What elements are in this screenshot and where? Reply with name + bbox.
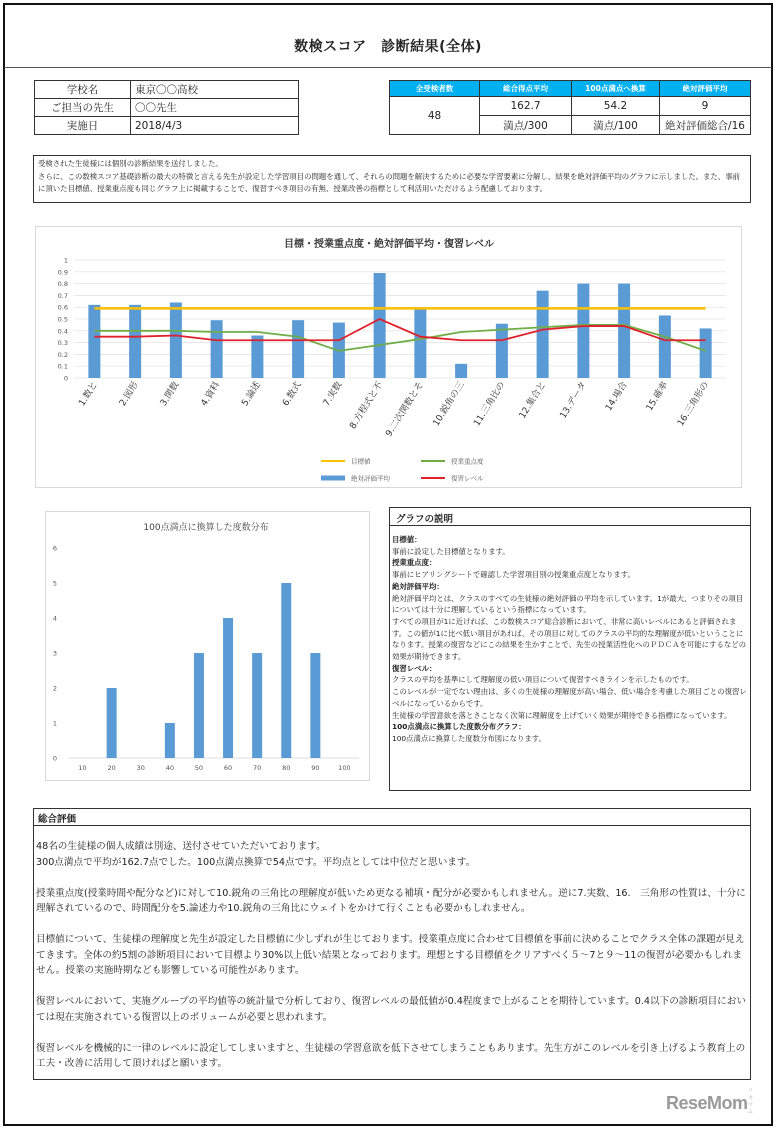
bar-absolute-average: [374, 273, 386, 378]
x-tick-label: 16.三角形の: [676, 380, 712, 429]
x-tick-label: 13.データ: [558, 380, 589, 421]
x-tick-label: 90: [311, 764, 320, 772]
x-tick-label: 10: [78, 764, 87, 772]
legend-label: 授業重点度: [451, 457, 484, 466]
x-tick-label: 50: [194, 764, 204, 772]
distribution-bar: [194, 653, 204, 758]
logo-subtext: リセマム: [748, 1088, 753, 1115]
notes-line: さらに、この数検スコア基礎診断の最大の特徴と言える先生が設定した学習項目の問題を通して、それらの問題を解決するために必要な学習要素に分解し、結果を絶対評価平均のグラフに示しました。また、事前に頂いた目標値、授業重点度も同じグラフ上に掲載することで、復習すべき項目の有無、授業改善の指標として利活用いただけるよう配慮しております。: [38, 171, 740, 193]
distribution-bar: [165, 723, 175, 758]
chart-title: 目標・授業重点度・絶対評価平均・復習レベル: [284, 239, 494, 250]
bar-absolute-average: [455, 364, 467, 378]
table-row: [35, 117, 299, 135]
x-tick-label: 5.論述: [240, 380, 263, 409]
explanation-text: 事前に設定した目標値となります。: [392, 546, 510, 556]
notes-line: 受検された生徒様には個別の診断結果を送付しました。: [38, 159, 223, 168]
bar-absolute-average: [537, 291, 549, 378]
explanation-text: 100点満点に換算した度数分布図になります。: [392, 733, 546, 743]
school-info-table: [34, 80, 299, 135]
explanation-text: このレベルが一定でない理由は、多くの生徒様の理解度が高い場合、低い場合を考慮した項目ごとの復習レベルになっているからです。: [392, 687, 747, 708]
y-tick-label: 0.7: [57, 291, 68, 300]
distribution-bar: [223, 618, 233, 758]
x-tick-label: 4.資料: [199, 380, 223, 409]
score-table: [389, 80, 751, 135]
legend-label: 絶対評価平均: [351, 474, 390, 483]
bar-absolute-average: [700, 328, 712, 378]
explanation-term: 100点満点に換算した度数分布グラフ：: [392, 722, 526, 732]
y-tick-label: 0.1: [57, 362, 68, 371]
distribution-bar: [107, 688, 117, 758]
x-tick-label: 2.図形: [118, 380, 141, 409]
summary-paragraph: 48名の生徒様の個人成績は別途、送付させていただいております。 300点満点で平均が162.7点でした。100点満点換算で54点です。平均点としては中位だと思います。: [36, 841, 476, 868]
x-tick-label: 60: [223, 764, 233, 772]
x-tick-label: 30: [136, 764, 145, 772]
y-tick-label: 0.2: [57, 350, 68, 359]
summary-paragraph: 目標値について、生徒様の理解度と先生が設定した目標値に少しずれが生じております。授業重点度に合わせて目標値を事前に決めることでクラス全体の課題が見えてきます。全体の約5割の診断項目において目標より30%以上低い結果となっております。理想とする目標値をクリアすべく５～7と９～11の復習が必要かもしれません。授業の実施時期なども影響している可能性があります。: [36, 934, 745, 976]
y-tick-label: 0.3: [57, 339, 68, 348]
y-tick-label: 0.4: [57, 327, 68, 336]
bar-absolute-average: [129, 305, 141, 378]
explanation-text: 生徒様の学習意欲を落とさことなく次第に理解度を上げていく効果が期待できる指標になっています。: [392, 710, 732, 720]
bar-absolute-average: [88, 305, 100, 378]
explanation-text: 事前にヒアリングシートで確認した学習項目別の授業重点度となります。: [392, 570, 635, 580]
resemom-logo: [666, 1088, 753, 1115]
x-tick-label: 9.二次関数とそ: [384, 380, 426, 439]
distribution-chart: [46, 512, 371, 782]
page-title: 数検スコア 診断結果(全体): [294, 39, 482, 55]
y-tick-label: 0.9: [57, 268, 68, 277]
notes-box: [33, 155, 751, 203]
info-value: 2018/4/3: [131, 117, 299, 135]
y-tick-label: 3: [52, 649, 58, 658]
x-tick-label: 11.三角比の: [472, 380, 508, 429]
examinee-count: 48: [390, 97, 480, 135]
score-header: 全受検者数: [390, 81, 480, 97]
info-label: 実施日: [35, 117, 131, 135]
x-tick-label: 15.確率: [644, 380, 671, 414]
info-value: 東京〇〇高校: [131, 81, 299, 99]
table-row: [390, 97, 751, 116]
logo-text: ReseMom: [666, 1093, 748, 1113]
x-tick-label: 100: [338, 764, 351, 772]
explanation-heading: グラフの説明: [390, 508, 750, 526]
y-tick-label: 0.5: [57, 315, 68, 324]
explanation-text: クラスの平均を基準にして理解度の低い項目について復習すべきラインを示したものです。: [392, 675, 694, 685]
info-value: 〇〇先生: [131, 99, 299, 117]
explanation-text: すべての項目が1に近ければ、この数検スコア総合診断において、非常に高いレベルにあると評価されます。この値が1に比べ低い項目があれば、その項目に対してのクラスの平均的な理解度が低いということになります。授業の復習などにこの結果を生かすことで、先生の授業活性化へのＰＤＣＡを可能にするなどの効果が期待できます。: [392, 616, 747, 662]
legend-label: 復習レベル: [451, 474, 484, 483]
x-tick-label: 12.集合と: [517, 380, 549, 421]
x-tick-label: 10.鋭角の三: [431, 380, 467, 429]
explanation-text: 絶対評価平均とは、クラスのすべての生徒様の絶対評価の平均を示しています。1が最大、つまりその項目については十分に理解しているという指標になっています。: [392, 593, 744, 615]
x-tick-label: 6.数式: [281, 380, 304, 409]
y-tick-label: 4: [52, 614, 58, 623]
table-row: [35, 81, 299, 99]
title-divider: [4, 67, 772, 68]
y-tick-label: 0.8: [57, 280, 68, 289]
score-header: 総合得点平均: [480, 81, 572, 97]
average-score: 162.7: [480, 97, 572, 116]
bar-absolute-average: [414, 307, 426, 378]
bar-absolute-average: [577, 284, 589, 378]
explanation-term: 復習レベル：: [392, 663, 437, 673]
x-tick-label: 7.実数: [321, 380, 345, 409]
chart-title: 100点満点に換算した度数分布: [143, 523, 269, 533]
bar-absolute-average: [170, 302, 182, 378]
x-tick-label: 14.場合: [604, 380, 630, 414]
summary-heading: 総合評価: [34, 809, 750, 826]
x-tick-label: 1.数と: [77, 380, 100, 409]
bar-absolute-average: [618, 284, 630, 378]
x-tick-label: 3.関数: [158, 380, 182, 409]
explanation-term: 絶対評価平均：: [392, 581, 444, 591]
explanation-term: 授業重点度：: [392, 558, 437, 568]
summary-paragraph: 復習レベルを機械的に一律のレベルに設定してしまいますと、生徒様の学習意欲を低下させてしまうこともあります。先生方がこのレベルを引き上げるよう教育上の工夫・改善に活用して頂ければと願います。: [36, 1042, 746, 1069]
table-row: [35, 99, 299, 117]
absolute-full: 絶対評価総合/16: [660, 116, 751, 135]
info-label: ご担当の先生: [35, 99, 131, 117]
summary-paragraph: 復習レベルにおいて、実施グループの平均値等の統計量で分析しており、復習レベルの最低値が0.4程度まで上がることを期待しています。0.4以下の診断項目においては現在実施されている復習以上のボリュームが必要と思われます。: [36, 996, 746, 1023]
y-tick-label: 1: [52, 719, 58, 728]
graph-explanation-box: [389, 507, 751, 791]
absolute-score: 9: [660, 97, 751, 116]
bar-absolute-average: [496, 324, 508, 378]
y-tick-label: 0.6: [57, 303, 68, 312]
converted-full: 満点/100: [572, 116, 660, 135]
x-tick-label: 80: [282, 764, 291, 772]
distribution-bar: [281, 583, 291, 758]
bar-absolute-average: [251, 336, 263, 378]
item-chart: [36, 227, 743, 489]
summary-body: [34, 826, 750, 1072]
distribution-chart-panel: [45, 511, 370, 781]
bar-absolute-average: [292, 320, 304, 378]
y-tick-label: 6: [52, 544, 58, 553]
legend-swatch: [321, 476, 345, 481]
score-header: 100点満点へ換算: [572, 81, 660, 97]
y-tick-label: 0: [63, 374, 68, 383]
explanation-body: [390, 526, 750, 745]
summary-box: [33, 808, 751, 1080]
x-tick-label: 8.方程式と不: [348, 380, 386, 432]
y-tick-label: 5: [52, 579, 58, 588]
y-tick-label: 0: [52, 754, 58, 763]
item-chart-panel: [35, 226, 742, 488]
score-header: 絶対評価平均: [660, 81, 751, 97]
distribution-bar: [252, 653, 262, 758]
x-tick-label: 20: [107, 764, 116, 772]
table-header-row: [390, 81, 751, 97]
summary-paragraph: 授業重点度(授業時間や配分など)に対して10.鋭角の三角比の理解度が低いため更なる補填・配分が必要かもしれません。逆に7.実数、16. 三角形の性質は、十分に理解されているので、時間配分を5.論述力や10.鋭角の三角比にウェイトをかけて行くことも必要かもしれません。: [36, 887, 746, 914]
converted-score: 54.2: [572, 97, 660, 116]
line-review-level: [94, 319, 705, 340]
y-tick-label: 1: [63, 256, 68, 265]
average-full: 満点/300: [480, 116, 572, 135]
explanation-term: 目標値：: [392, 535, 422, 544]
distribution-bar: [310, 653, 320, 758]
info-label: 学校名: [35, 81, 131, 99]
x-tick-label: 40: [165, 764, 174, 772]
bar-absolute-average: [659, 315, 671, 378]
x-tick-label: 70: [253, 764, 262, 772]
y-tick-label: 2: [52, 684, 58, 693]
bar-absolute-average: [211, 320, 223, 378]
legend-label: 目標値: [351, 457, 371, 466]
